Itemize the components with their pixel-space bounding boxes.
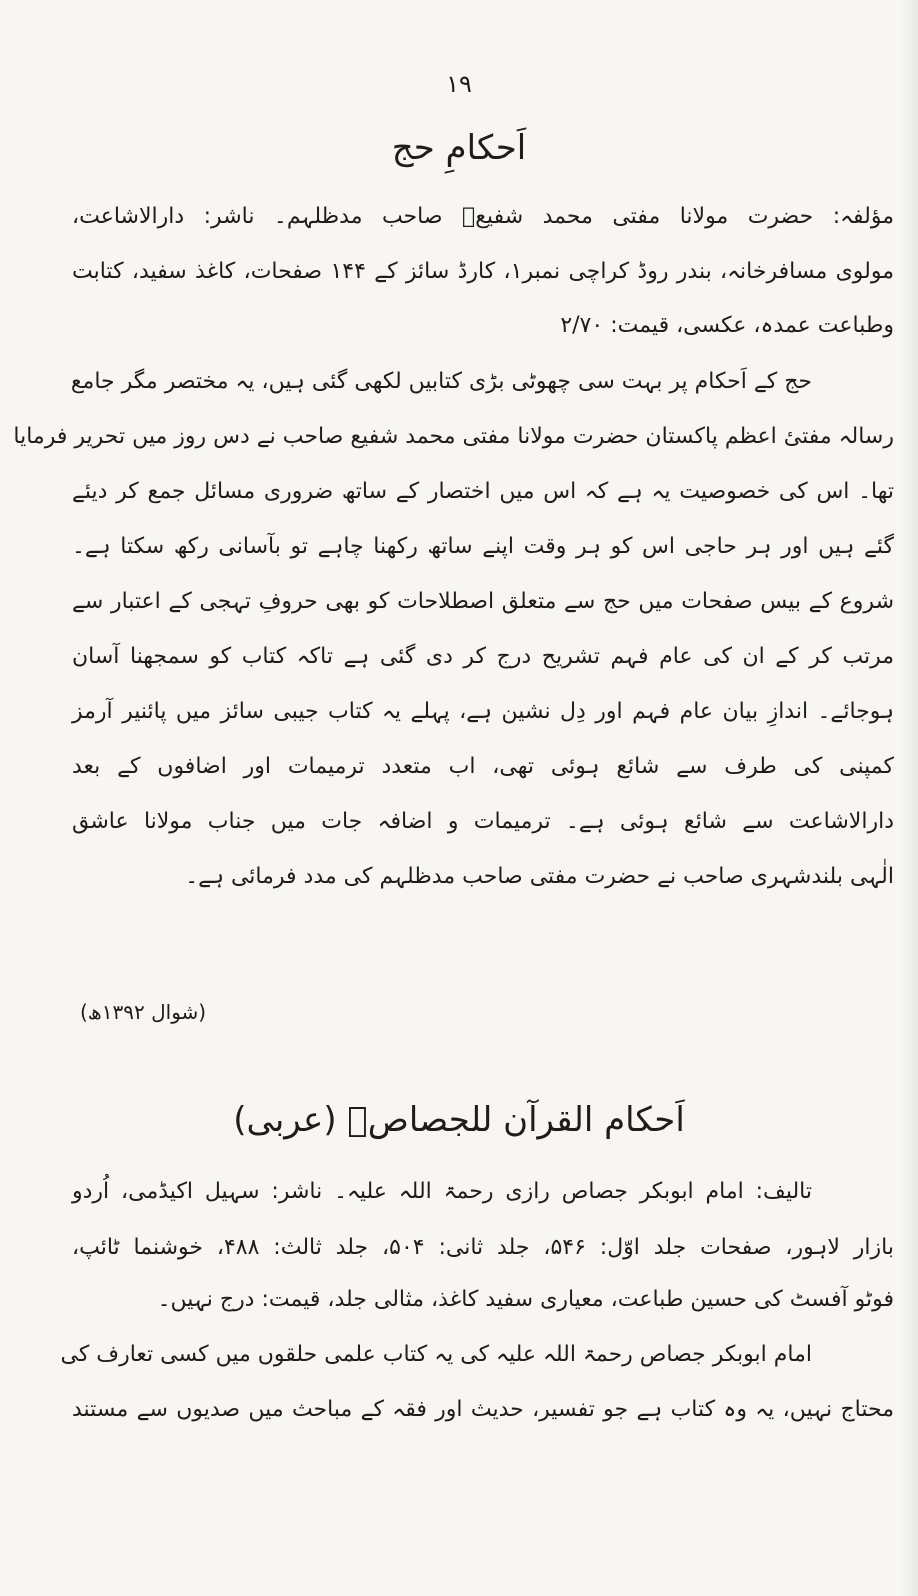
page-edge-shadow: [900, 0, 918, 1596]
text-line: فوٹو آفسٹ کی حسین طباعت، معیاری سفید کاغذ، مثالی جلد، قیمت: درج نہیں۔: [157, 1287, 894, 1312]
page-number: ١٩: [446, 70, 472, 98]
text-line: بازار لاہور، صفحات جلد اوّل: ۵۴۶، جلد ثانی: ۵۰۴، جلد ثالث: ۴۸۸، خوشنما ٹائپ،: [72, 1235, 894, 1260]
text-line: حج کے اَحکام پر بہت سی چھوٹی بڑی کتابیں لکھی گئی ہیں، یہ مختصر مگر جامع: [70, 369, 812, 394]
text-line: امام ابوبکر جصاص رحمۃ اللہ علیہ کی یہ کتاب علمی حلقوں میں کسی تعارف کی: [60, 1342, 812, 1367]
text-line: مولوی مسافرخانہ، بندر روڈ کراچی نمبر۱، کارڈ سائز کے ۱۴۴ صفحات، کاغذ سفید، کتابت: [72, 259, 895, 284]
text-line: دارالاشاعت سے شائع ہوئی ہے۔ ترمیمات و اضافہ جات میں جناب مولانا عاشق: [72, 809, 894, 834]
text-line: مرتب کر کے ان کی عام فہم تشریح درج کر دی گئی ہے تاکہ کتاب کو سمجھنا آسان: [72, 644, 894, 669]
text-line: تالیف: امام ابوبکر جصاص رازی رحمۃ اللہ علیہ۔ ناشر: سہیل اکیڈمی، اُردو: [72, 1179, 812, 1204]
text-line: مؤلفہ: حضرت مولانا مفتی محمد شفیعؒ صاحب مدظلہم۔ ناشر: دارالاشاعت،: [72, 204, 894, 229]
text-line: گئے ہیں اور ہر حاجی اس کو ہر وقت اپنے ساتھ رکھنا چاہے تو بآسانی رکھ سکتا ہے۔: [72, 534, 894, 559]
text-line: وطباعت عمدہ، عکسی، قیمت: ۲/۷۰: [560, 313, 894, 338]
text-line: الٰہی بلندشہری صاحب نے حضرت مفتی صاحب مدظلہم کی مدد فرمائی ہے۔: [185, 864, 894, 889]
text-line: شروع کے بیس صفحات میں حج سے متعلق اصطلاحات کو بھی حروفِ تہجی کے اعتبار سے: [72, 589, 894, 614]
text-line: کمپنی کی طرف سے شائع ہوئی تھی، اب متعدد ترمیمات اور اضافوں کے بعد: [72, 754, 894, 779]
section-title-ahkam-al-quran: اَحکام القرآن للجصاصؒ (عربی): [233, 1100, 685, 1140]
text-line: ہوجائے۔ اندازِ بیان عام فہم اور دِل نشین ہے، پہلے یہ کتاب جیبی سائز میں پائنیر آرمز: [72, 699, 894, 724]
text-line: رسالہ مفتیٔ اعظم پاکستان حضرت مولانا مفتی محمد شفیع صاحب نے دس روز میں تحریر فرمایا: [13, 424, 894, 449]
text-line: محتاج نہیں، یہ وہ کتاب ہے جو تفسیر، حدیث اور فقہ کے مباحث میں صدیوں سے مستند: [72, 1397, 894, 1422]
section-title-ahkam-hajj: اَحکامِ حج: [391, 128, 527, 168]
date-note: (شوال ۱۳۹۲ھ): [80, 1000, 207, 1024]
text-line: تھا۔ اس کی خصوصیت یہ ہے کہ اس میں اختصار کے ساتھ ضروری مسائل جمع کر دیئے: [72, 479, 894, 504]
